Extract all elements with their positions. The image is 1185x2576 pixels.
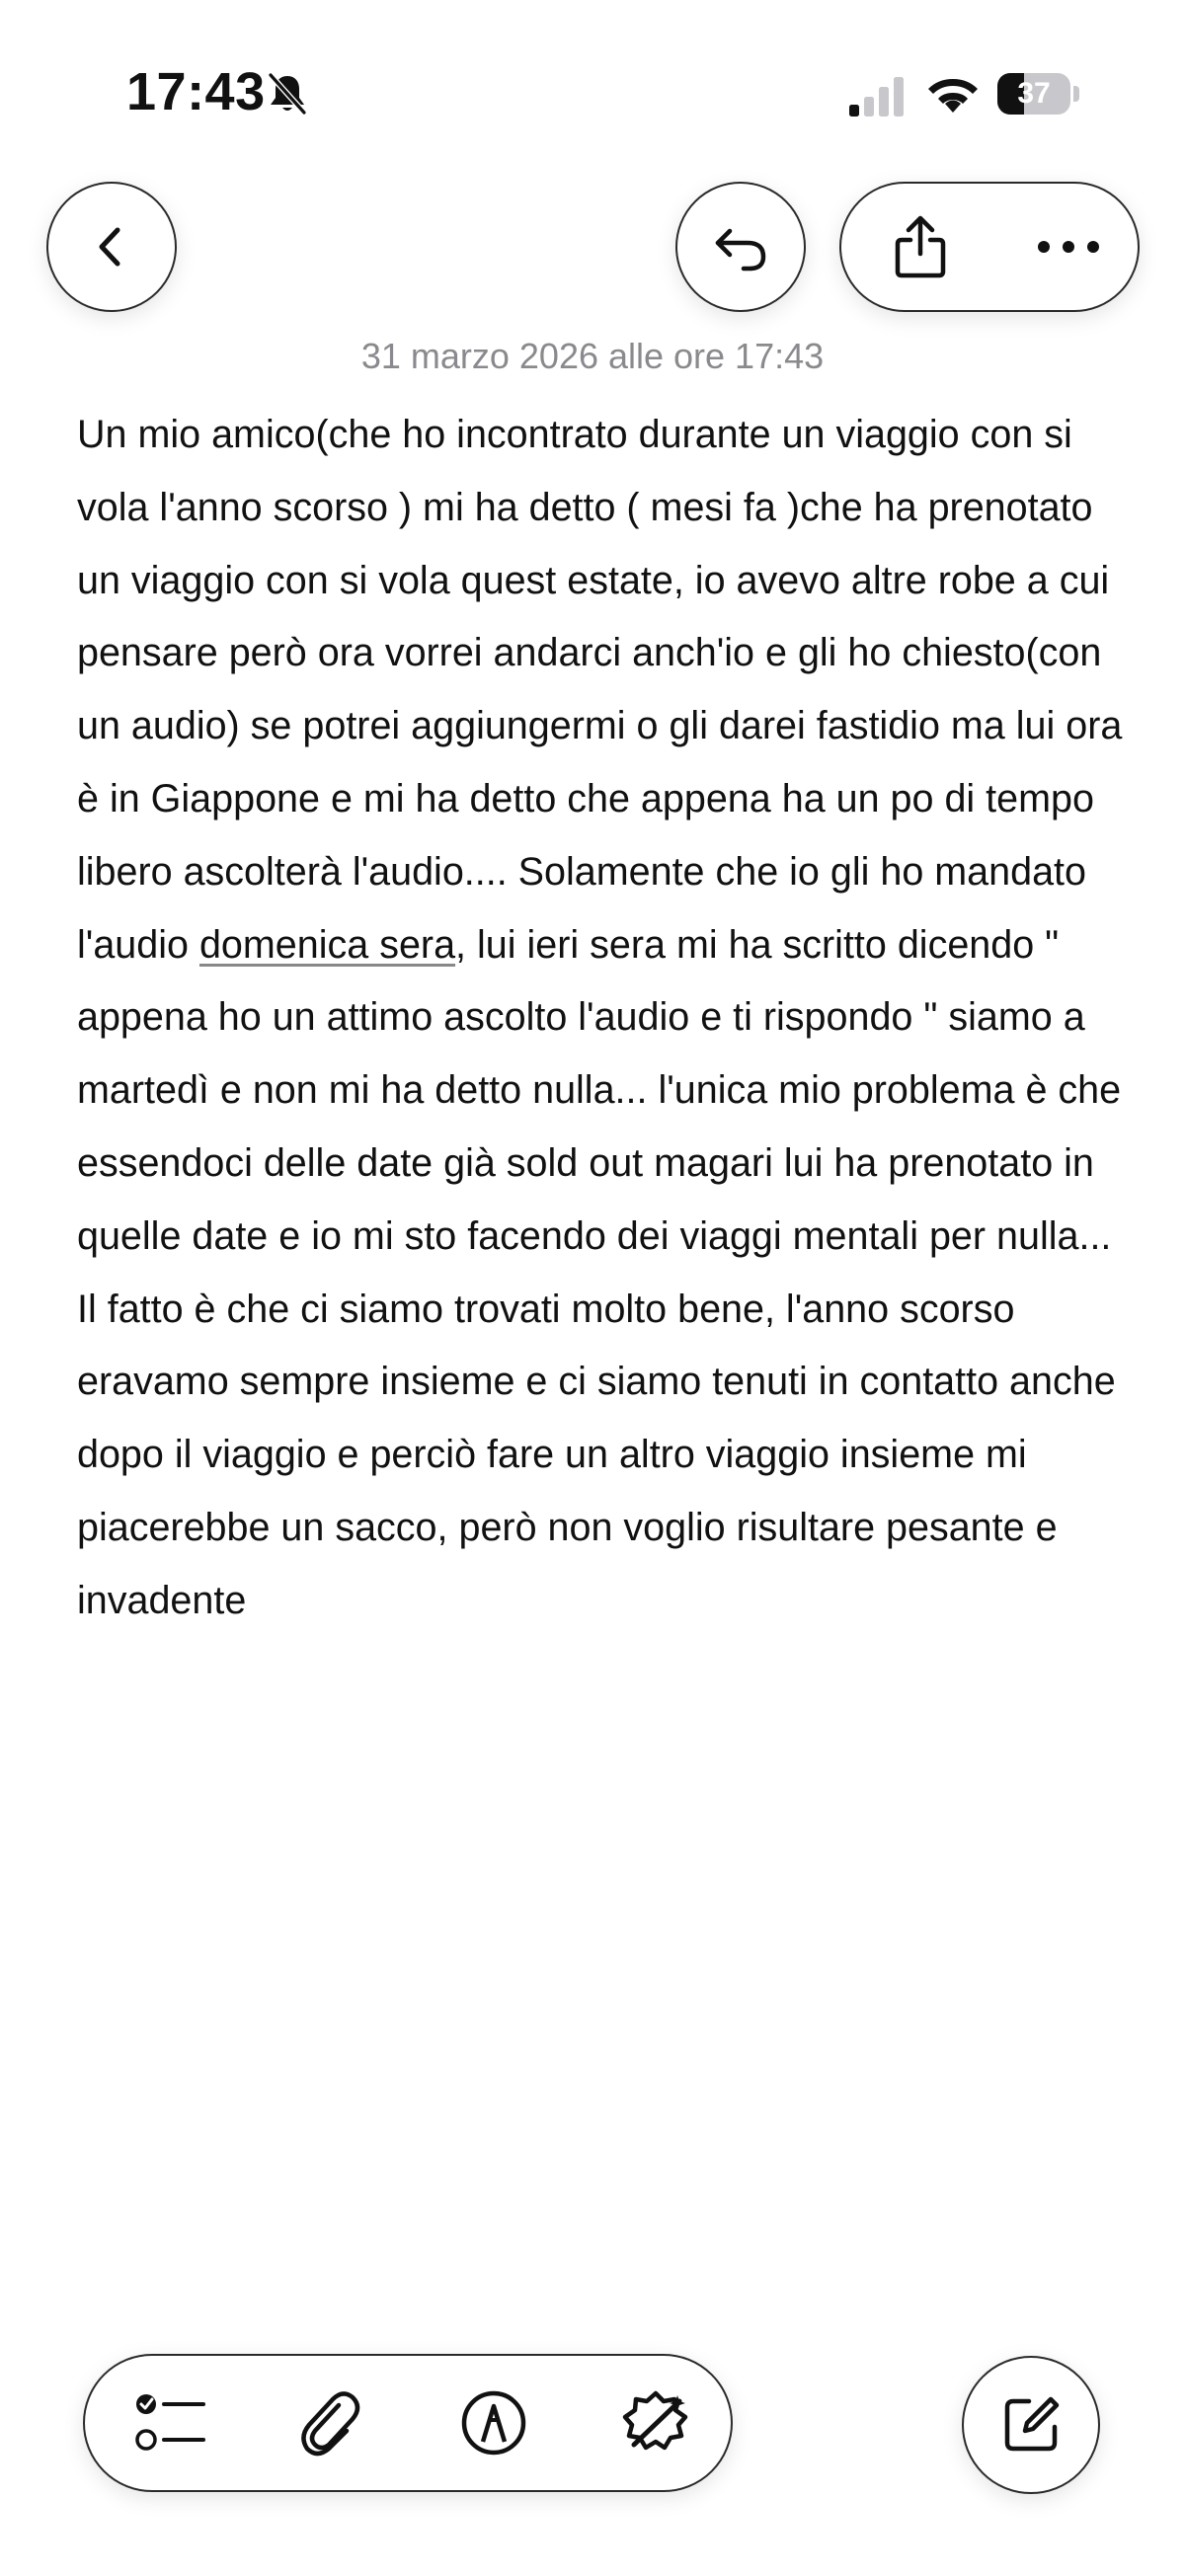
paperclip-icon xyxy=(297,2387,362,2459)
checklist-button[interactable] xyxy=(113,2362,231,2484)
note-text-end: , lui ieri sera mi ha scritto dicendo " appena ho un attimo ascolto l'audio e ti rispondo " siamo a martedì e non mi ha detto nulla... l'unica mio problema è che essendoci delle date già sold out magari lui ha prenotato in quelle date e io mi sto facendo dei viaggi mentali per nulla... Il fatto è che ci siamo trovati molto bene, l'anno scorso eravamo sempre insieme e ci siamo tenuti in contatto anche dopo il viaggio e perciò fare un altro viaggio insieme mi piacerebbe un sacco, però non voglio risultare pesante e invadente xyxy=(77,922,1122,1622)
undo-button[interactable] xyxy=(675,182,806,312)
chevron-left-icon xyxy=(87,222,136,272)
back-button[interactable] xyxy=(46,182,177,312)
wifi-icon xyxy=(926,73,980,115)
share-button[interactable] xyxy=(861,184,980,310)
compose-icon xyxy=(999,2393,1063,2457)
markup-pen-icon xyxy=(459,2388,528,2458)
battery-level: 37 xyxy=(1017,77,1051,110)
writing-tools-button[interactable] xyxy=(596,2362,715,2484)
attachment-button[interactable] xyxy=(271,2362,389,2484)
more-icon xyxy=(1037,240,1100,254)
note-body[interactable] xyxy=(77,399,1124,1638)
note-text-start: Un mio amico(che ho incontrato durante un viaggio con si vola l'anno scorso ) mi ha detto ( mesi fa )che ha prenotato un viaggio con si vola quest estate, io avevo altre robe a cui pensare però ora vorrei andarci anch'io e gli ho chiesto(con un audio) se potrei aggiungermi o gli darei fastidio ma lui ora è in Giappone e mi ha detto che appena ha un po di tempo libero ascolterà l'audio.... Solamente che io gli ho mandato l'audio xyxy=(77,413,1123,967)
checklist-icon xyxy=(134,2388,209,2458)
more-button[interactable] xyxy=(1009,184,1128,310)
writing-tools-icon xyxy=(618,2387,693,2459)
status-bar xyxy=(0,0,1185,188)
share-icon xyxy=(892,214,949,279)
battery-icon xyxy=(997,73,1080,115)
cellular-signal-icon xyxy=(849,77,907,117)
note-date: 31 marzo 2026 alle ore 17:43 xyxy=(360,336,825,376)
date-link[interactable]: domenica sera xyxy=(198,922,456,967)
share-more-group xyxy=(839,182,1140,312)
undo-icon xyxy=(710,219,771,274)
bottom-toolbar xyxy=(83,2354,733,2492)
status-time: 17:43 xyxy=(126,62,266,121)
bell-slash-icon xyxy=(265,71,310,117)
compose-icon-wrap xyxy=(964,2358,1098,2492)
compose-button[interactable] xyxy=(962,2356,1100,2494)
markup-button[interactable] xyxy=(434,2362,553,2484)
